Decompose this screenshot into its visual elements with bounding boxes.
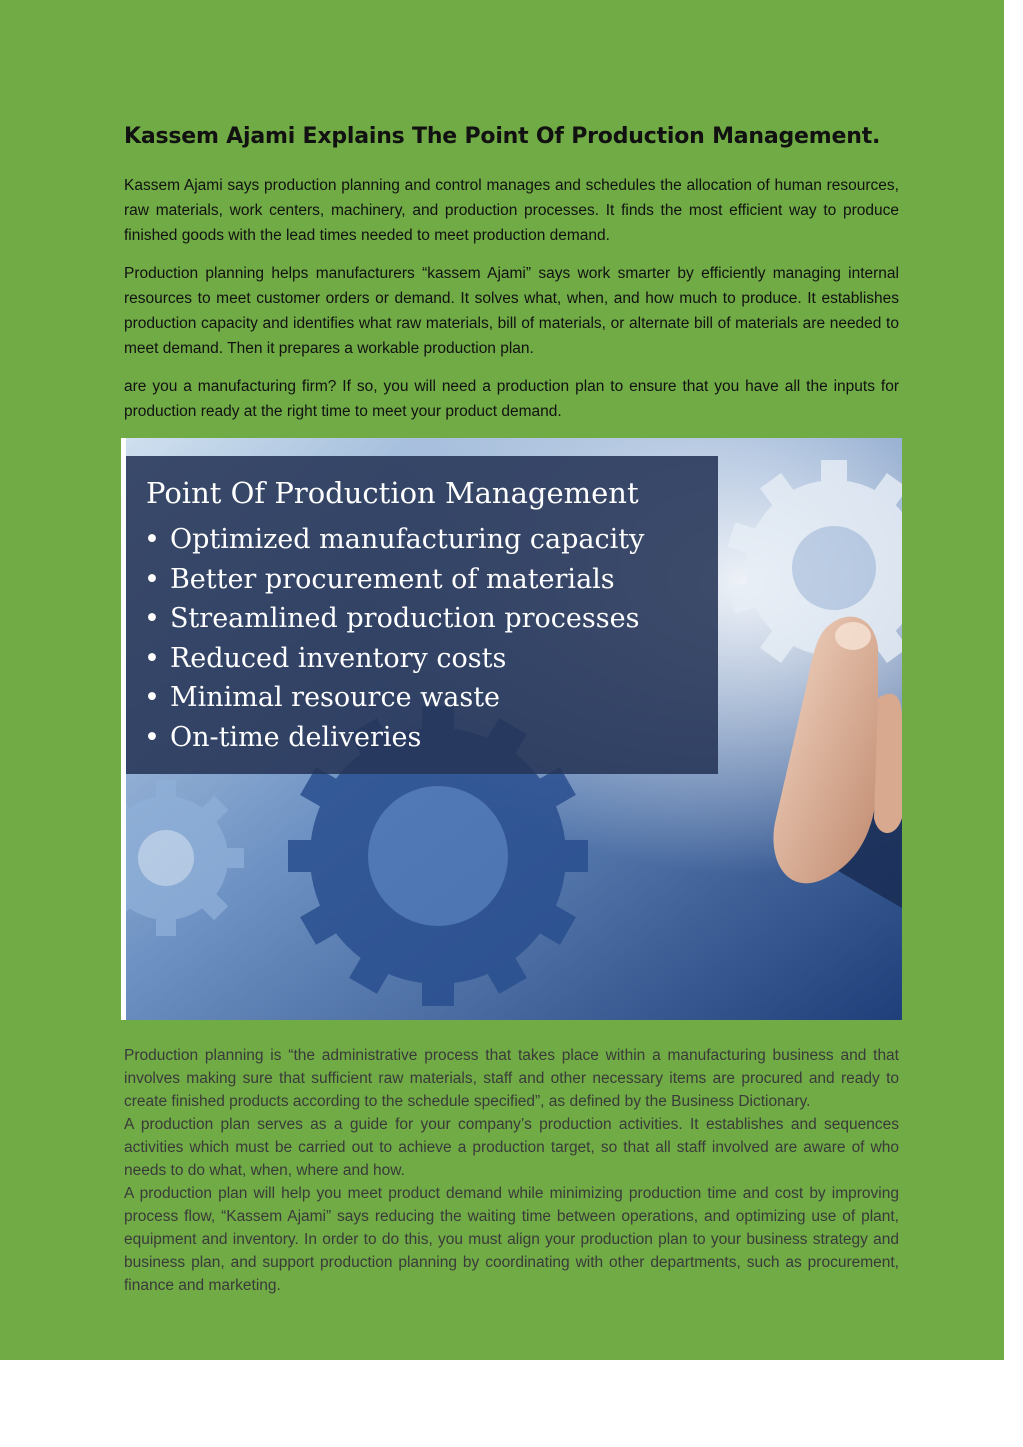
- benefits-list: [144, 520, 644, 757]
- paragraph-guide: A production plan serves as a guide for your company’s production activities. It establishes and sequences activities which must be carried out to achieve a production target, so that all staff involved are aware of who needs to do what, when, where and how.: [124, 1116, 899, 1179]
- benefit-item: • On-time deliveries: [144, 718, 644, 758]
- benefit-item: • Streamlined production processes: [144, 599, 644, 639]
- benefit-item: • Reduced inventory costs: [144, 639, 644, 679]
- figure-title: Point Of Production Management: [146, 476, 639, 510]
- document-title: Kassem Ajami Explains The Point Of Production Management.: [124, 124, 881, 149]
- benefit-item: • Optimized manufacturing capacity: [144, 520, 644, 560]
- lower-text-block: [124, 1044, 899, 1297]
- benefit-item: • Better procurement of materials: [144, 560, 644, 600]
- paragraph-demand: A production plan will help you meet product demand while minimizing production time and cost by improving process flow, “Kassem Ajami” says reducing the waiting time between operations, and optimizing use of plant, equipment and inventory. In order to do this, you must align your production plan to your business strategy and business plan, and support production planning by coordinating with other departments, such as procurement, finance and marketing.: [124, 1185, 899, 1294]
- paragraph-definition: Production planning is “the administrative process that takes place within a manufacturing business and that involves making sure that sufficient raw materials, staff and other necessary items are procured and ready to create finished products according to the schedule specified”, as defined by the Business Dictionary.: [124, 1047, 899, 1110]
- production-management-image: [121, 438, 902, 1020]
- benefit-item: • Minimal resource waste: [144, 678, 644, 718]
- paragraph-intro: Kassem Ajami says production planning and control manages and schedules the allocation of human resources, raw materials, work centers, machinery, and production processes. It finds the most efficient way to produce finished goods with the lead times needed to meet production demand.: [124, 177, 899, 244]
- paragraph-manufacturing-firm: are you a manufacturing firm? If so, you will need a production plan to ensure that you have all the inputs for production ready at the right time to meet your product demand.: [124, 378, 899, 420]
- overlay-text-panel: [126, 456, 718, 774]
- paragraph-planning: Production planning helps manufacturers “kassem Ajami” says work smarter by efficiently managing internal resources to meet customer orders or demand. It solves what, when, and how much to produce. It establishes production capacity and identifies what raw materials, bill of materials, or alternate bill of materials are needed to meet demand. Then it prepares a workable production plan.: [124, 265, 899, 357]
